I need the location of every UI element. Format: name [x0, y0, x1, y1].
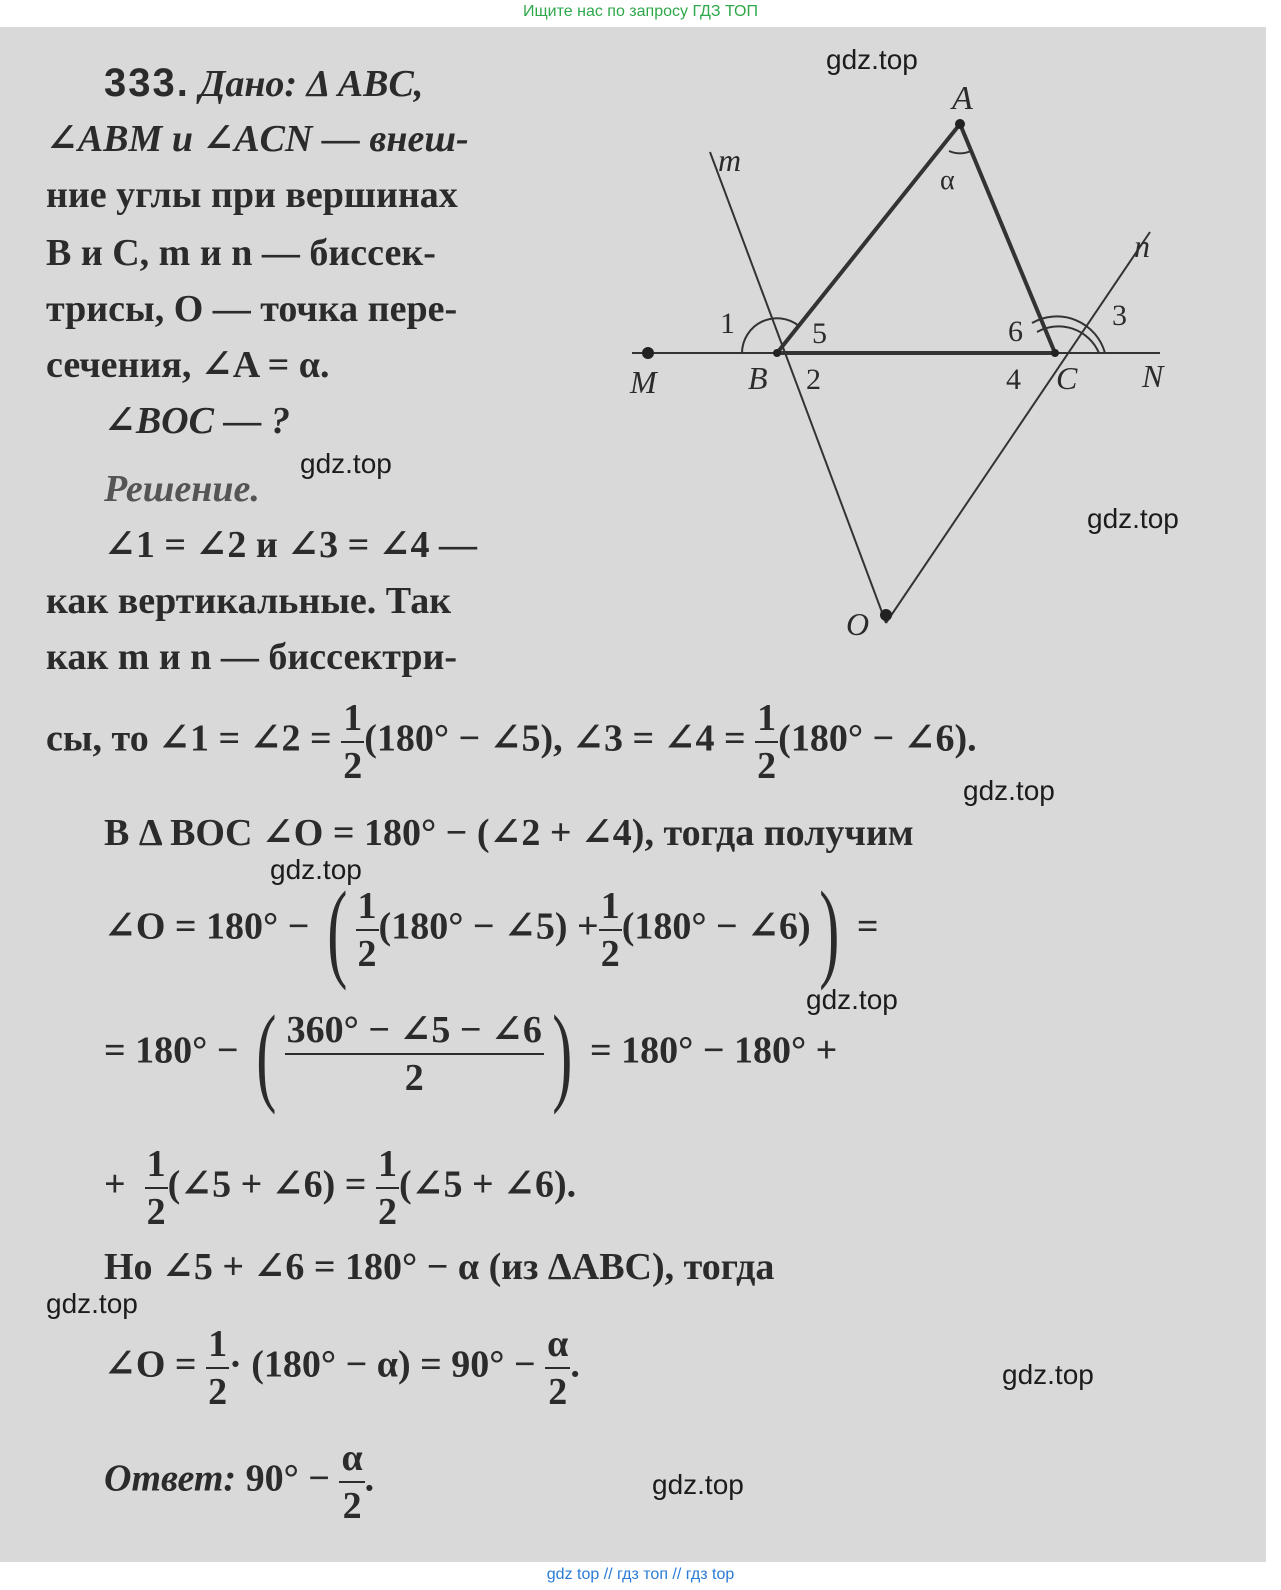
- text-segment: сы, то ∠1 = ∠2 =: [46, 717, 332, 760]
- solution-line-1: ∠1 = ∠2 и ∠3 = ∠4 —: [104, 524, 478, 566]
- text-segment: (180° − ∠5) +: [378, 905, 599, 948]
- numerator: 1: [356, 887, 379, 931]
- denominator: 2: [377, 1191, 397, 1233]
- point-b: [773, 349, 781, 357]
- textbook-page: [0, 27, 1266, 1562]
- numerator: 1: [376, 1145, 399, 1189]
- watermark: gdz.top: [963, 775, 1055, 806]
- denominator: 2: [146, 1191, 166, 1233]
- right-paren: ): [552, 993, 573, 1115]
- text-segment: (180° − ∠6): [621, 905, 811, 948]
- text-segment: (∠5 + ∠6) =: [167, 1163, 367, 1206]
- problem-line-4: B и C, m и n — биссек-: [46, 232, 436, 274]
- denominator: 2: [357, 933, 377, 975]
- watermark: gdz.top: [1002, 1359, 1094, 1390]
- text-segment: =: [856, 905, 879, 948]
- label-c: C: [1056, 360, 1078, 396]
- label-n-point: N: [1142, 358, 1164, 394]
- point-c: [1051, 349, 1059, 357]
- label-m-line: m: [718, 142, 742, 178]
- text-segment: · (180° − α) = 90° −: [229, 1343, 536, 1386]
- denominator: 2: [343, 745, 363, 787]
- solution-label: Решение.: [104, 468, 260, 510]
- denominator: 2: [600, 933, 620, 975]
- label-angle-4: 4: [1006, 363, 1021, 396]
- denominator: 2: [757, 745, 777, 787]
- fraction-alpha-half: [545, 1325, 570, 1411]
- fraction-one-half: [206, 1325, 229, 1411]
- watermark: gdz.top: [270, 854, 362, 885]
- denominator: 2: [548, 1371, 568, 1413]
- numerator: 1: [755, 699, 778, 743]
- problem-line-5: трисы, O — точка пере-: [46, 288, 458, 330]
- point-o: [880, 609, 892, 621]
- answer-line: [104, 1439, 374, 1525]
- fraction-one-half: [755, 699, 778, 785]
- point-a: [955, 119, 965, 129]
- problem-line-6: сечения, ∠A = α.: [46, 344, 330, 386]
- answer-label: Ответ:: [104, 1457, 237, 1500]
- top-banner[interactable]: Ищите нас по запросу ГДЗ ТОП: [523, 3, 758, 20]
- bisector-n: [886, 232, 1150, 623]
- right-paren: ): [818, 869, 840, 991]
- label-alpha: α: [940, 165, 955, 196]
- watermark: gdz.top: [1087, 503, 1179, 534]
- given-triangle: Δ ABC,: [306, 63, 424, 105]
- text-segment: = 180° − 180° +: [589, 1029, 838, 1072]
- text-segment: (∠5 + ∠6).: [398, 1163, 577, 1206]
- text-segment: 90° −: [245, 1457, 330, 1500]
- label-angle-5: 5: [812, 317, 827, 350]
- solution-line-8: [104, 1145, 576, 1231]
- left-paren: (: [256, 993, 277, 1115]
- watermark: gdz.top: [826, 44, 918, 75]
- numerator: 1: [145, 1145, 168, 1189]
- fraction-sum-over-two: [285, 1011, 544, 1097]
- bisector-m: [710, 152, 886, 623]
- side-ab: [777, 124, 960, 353]
- label-a: A: [952, 80, 973, 117]
- text-segment: = 180° −: [104, 1029, 239, 1072]
- watermark: gdz.top: [806, 984, 898, 1015]
- label-angle-6: 6: [1008, 315, 1023, 348]
- numerator: α: [339, 1439, 364, 1483]
- problem-line-3: ние углы при вершинах: [46, 174, 458, 216]
- fraction-one-half: [376, 1145, 399, 1231]
- solution-line-10: [104, 1325, 580, 1411]
- numerator: 360° − ∠5 − ∠6: [285, 1011, 544, 1055]
- text-segment: (180° − ∠5), ∠3 = ∠4 =: [364, 717, 746, 760]
- solution-line-7: [104, 993, 838, 1115]
- text-segment: .: [570, 1343, 580, 1386]
- fraction-one-half: [341, 699, 364, 785]
- numerator: 1: [341, 699, 364, 743]
- point-m: [642, 347, 654, 359]
- label-angle-2: 2: [806, 363, 821, 396]
- denominator: 2: [404, 1057, 424, 1099]
- label-n-line: n: [1134, 228, 1150, 264]
- solution-line-2: как вертикальные. Так: [46, 580, 452, 622]
- numerator: α: [545, 1325, 570, 1369]
- text-segment: (180° − ∠6).: [778, 717, 977, 760]
- angle-a-arc: [949, 151, 971, 153]
- left-paren: (: [327, 869, 348, 991]
- solution-line-9: Но ∠5 + ∠6 = 180° − α (из ΔABC), тогда: [104, 1246, 775, 1288]
- fraction-alpha-half: [339, 1439, 364, 1525]
- numerator: 1: [599, 887, 622, 931]
- problem-line-1: [104, 61, 423, 106]
- label-angle-3: 3: [1112, 299, 1127, 332]
- numerator: 1: [206, 1325, 229, 1369]
- problem-question: ∠BOC — ?: [104, 400, 290, 442]
- denominator: 2: [208, 1371, 228, 1413]
- given-label: Дано:: [199, 63, 298, 105]
- problem-line-2: ∠ABM и ∠ACN — внеш-: [46, 118, 469, 160]
- text-segment: ∠O = 180° −: [104, 905, 310, 948]
- footer-links[interactable]: gdz top // гдз топ // гдз top: [546, 1566, 735, 1583]
- label-m-point: M: [630, 364, 657, 400]
- watermark: gdz.top: [652, 1469, 744, 1500]
- fraction-one-half: [356, 887, 379, 973]
- solution-line-3: как m и n — биссектри-: [46, 636, 458, 678]
- text-segment: .: [364, 1457, 375, 1500]
- fraction-one-half: [599, 887, 622, 973]
- fraction-one-half: [145, 1145, 168, 1231]
- label-angle-1: 1: [720, 307, 735, 340]
- solution-line-4: [46, 699, 977, 785]
- label-o: O: [846, 606, 870, 642]
- solution-line-5: В Δ BOC ∠O = 180° − (∠2 + ∠4), тогда получим: [104, 812, 914, 854]
- denominator: 2: [342, 1485, 362, 1527]
- triangle-figure: [600, 57, 1220, 657]
- watermark: gdz.top: [46, 1288, 138, 1319]
- problem-number: 333.: [104, 61, 190, 105]
- watermark: gdz.top: [300, 448, 392, 479]
- text-segment: ∠O =: [104, 1343, 197, 1386]
- label-b: B: [748, 360, 768, 396]
- text-segment: +: [104, 1163, 126, 1206]
